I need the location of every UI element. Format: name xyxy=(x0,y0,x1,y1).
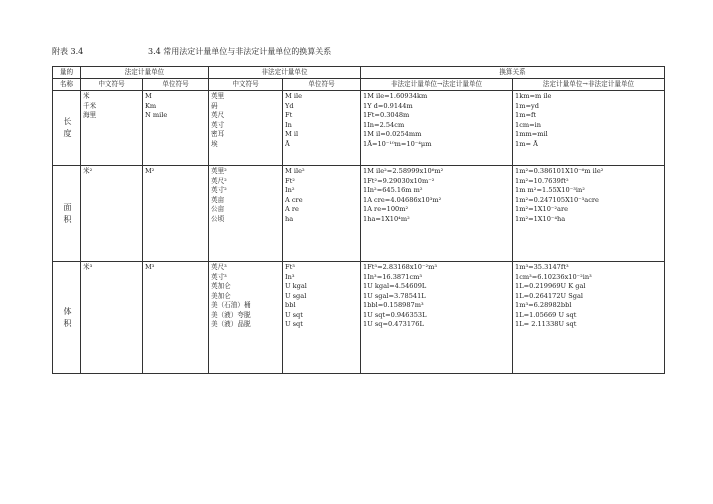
cell-line: 埃 xyxy=(211,139,218,148)
cell-line: 1km=m ile xyxy=(515,92,552,100)
cell-line: 1In³=16.3871cm³ xyxy=(363,272,423,281)
cell-line: M ile² xyxy=(285,167,305,175)
cell-line: Km xyxy=(145,101,157,110)
cell-line: A re xyxy=(285,205,299,213)
cell-line: M xyxy=(145,92,152,100)
cell-line: Ft³ xyxy=(285,263,295,271)
cell-line: Å xyxy=(285,139,290,148)
cell-line: 米 xyxy=(83,92,90,100)
cell-line: M ile xyxy=(285,92,302,100)
conversion-table xyxy=(52,66,665,374)
cell-line: 米² xyxy=(83,167,93,175)
header-quantity-top: 量的 xyxy=(53,67,81,79)
cell-line: 1U sq=0.473176L xyxy=(363,320,424,328)
cell-line: 1m²=0.247105X10⁻³acre xyxy=(515,195,599,204)
cell-line: 美加仑 xyxy=(211,291,231,300)
header-legal-sym: 单位符号 xyxy=(143,79,209,91)
cell-line: 1M ile=1.60934km xyxy=(363,92,428,100)
cell-line: 1cm³=6.10236x10⁻²in³ xyxy=(515,272,592,281)
cell-line: 1Ft=0.3048m xyxy=(363,111,410,119)
cell-line: 1A cre=4.04686x10³m² xyxy=(363,195,442,204)
cell-line: 1U sqt=0.946353L xyxy=(363,310,427,319)
header-legal-unit: 法定计量单位 xyxy=(81,67,209,79)
quantity-char: 积 xyxy=(63,318,72,328)
illegal-sym-cell xyxy=(283,91,361,166)
table-row xyxy=(53,166,665,262)
to-legal-cell xyxy=(361,262,513,374)
header-illegal-sym: 单位符号 xyxy=(283,79,361,91)
illegal-cn-cell xyxy=(209,262,283,374)
illegal-cn-cell xyxy=(209,91,283,166)
cell-line: 码 xyxy=(211,101,218,110)
cell-line: 1M il=0.0254mm xyxy=(363,130,422,138)
to-legal-cell xyxy=(361,91,513,166)
cell-line: 密耳 xyxy=(211,130,225,138)
cell-line: N mile xyxy=(145,111,168,119)
cell-line: 英寸³ xyxy=(211,272,227,281)
cell-line: 1cm=in xyxy=(515,120,542,129)
cell-line: 1L=0.264172U Sgal xyxy=(515,291,583,300)
quantity-name-cell xyxy=(53,91,81,166)
cell-line: 千米 xyxy=(83,101,97,110)
cell-line: 1M ile²=2.58999x10⁶m² xyxy=(363,167,444,175)
legal-cn-cell xyxy=(81,91,143,166)
table-row xyxy=(53,91,665,166)
cell-line: In xyxy=(285,120,292,129)
cell-line: M³ xyxy=(145,263,155,271)
cell-line: U sqt xyxy=(285,310,303,319)
cell-line: 1mm=mil xyxy=(515,130,548,138)
cell-line: 1m²=10.7639ft² xyxy=(515,176,569,185)
cell-line: 英里 xyxy=(211,92,225,100)
cell-line: 1In²=645.16m m² xyxy=(363,186,423,194)
cell-line: 米³ xyxy=(83,263,93,271)
cell-line: U kgal xyxy=(285,282,307,290)
illegal-sym-cell xyxy=(283,262,361,374)
cell-line: In³ xyxy=(285,272,295,281)
cell-line: 1ha=1X10⁴m² xyxy=(363,214,410,223)
cell-line: 1Ft²=9.29030x10m⁻² xyxy=(363,176,435,185)
caption-title: 3.4 常用法定计量单位与非法定计量单位的换算关系 xyxy=(148,47,332,56)
cell-line: 1m= Å xyxy=(515,139,538,148)
cell-line: A cre xyxy=(285,195,303,204)
cell-line: 英寸 xyxy=(211,120,225,129)
to-illegal-cell xyxy=(513,91,665,166)
cell-line: 1m=yd xyxy=(515,101,539,110)
cell-line: 1U kgal=4.54609L xyxy=(363,282,427,290)
quantity-char: 积 xyxy=(63,214,72,224)
caption-label: 附表 3.4 xyxy=(52,47,84,56)
cell-line: 1U sgal=3.78541L xyxy=(363,291,426,300)
quantity-char: 面 xyxy=(63,202,72,212)
cell-line: 英亩 xyxy=(211,195,225,204)
header-to-illegal: 法定计量单位→非法定计量单位 xyxy=(513,79,665,91)
cell-line: 英里² xyxy=(211,167,227,175)
cell-line: 1L=1.05669 U sqt xyxy=(515,310,577,319)
quantity-char: 度 xyxy=(63,129,72,138)
header-row-2 xyxy=(53,79,665,91)
cell-line: 1m²=1X10⁻²are xyxy=(515,205,569,213)
cell-line: 英加仑 xyxy=(211,282,231,290)
cell-line: M il xyxy=(285,130,299,138)
cell-line: 美（液）夸脱 xyxy=(211,310,251,319)
cell-line: 1m m²=1.55X10⁻³in² xyxy=(515,186,585,194)
legal-cn-cell xyxy=(81,166,143,262)
illegal-sym-cell xyxy=(283,166,361,262)
quantity-name-cell xyxy=(53,166,81,262)
cell-line: 英寸² xyxy=(211,186,227,194)
cell-line: Ft xyxy=(285,111,293,119)
legal-sym-cell xyxy=(143,91,209,166)
header-row-1 xyxy=(53,67,665,79)
quantity-char: 体 xyxy=(63,306,72,316)
cell-line: U sgal xyxy=(285,291,307,300)
cell-line: In² xyxy=(285,186,295,194)
cell-line: 英尺 xyxy=(211,111,225,119)
cell-line: 1In=2.54cm xyxy=(363,120,405,129)
illegal-cn-cell xyxy=(209,166,283,262)
cell-line: 1Å=10⁻¹⁰m=10⁻⁴μm xyxy=(363,139,432,148)
to-illegal-cell xyxy=(513,262,665,374)
cell-line: 1m²=0.386101X10⁻⁶m ile² xyxy=(515,167,604,175)
cell-line: 公亩 xyxy=(211,205,225,213)
table-row xyxy=(53,262,665,374)
cell-line: 英尺³ xyxy=(211,263,227,271)
cell-line: bbl xyxy=(285,301,296,309)
header-conversion: 换算关系 xyxy=(361,67,665,79)
cell-line: 海里 xyxy=(83,111,97,119)
cell-line: 1L= 2.11338U sqt xyxy=(515,320,577,328)
cell-line: 1m=ft xyxy=(515,111,537,119)
cell-line: 1m²=1X10⁻⁴ha xyxy=(515,214,566,223)
cell-line: 美（石油）桶 xyxy=(211,301,251,309)
cell-line: 1Ft³=2.83168x10⁻²m³ xyxy=(363,263,437,271)
cell-line: U sqt xyxy=(285,320,303,328)
header-quantity-bottom: 名称 xyxy=(53,79,81,91)
cell-line: 1A re=100m² xyxy=(363,205,409,213)
to-legal-cell xyxy=(361,166,513,262)
cell-line: 1m³=6.28982bbl xyxy=(515,301,572,309)
header-illegal-unit: 非法定计量单位 xyxy=(209,67,361,79)
cell-line: 美（液）品脱 xyxy=(211,320,251,328)
legal-cn-cell xyxy=(81,262,143,374)
cell-line: Yd xyxy=(285,101,294,110)
header-illegal-cn: 中文符号 xyxy=(209,79,283,91)
quantity-name-cell xyxy=(53,262,81,374)
cell-line: Ft² xyxy=(285,176,295,185)
header-to-legal: 非法定计量单位→法定计量单位 xyxy=(361,79,513,91)
legal-sym-cell xyxy=(143,166,209,262)
cell-line: 1m³=35.3147ft³ xyxy=(515,263,569,271)
cell-line: 1bbl=0.158987m³ xyxy=(363,301,424,309)
legal-sym-cell xyxy=(143,262,209,374)
table-caption xyxy=(52,46,332,57)
cell-line: 公顷 xyxy=(211,214,225,223)
cell-line: 1Y d=0.9144m xyxy=(363,101,413,110)
cell-line: 英尺² xyxy=(211,176,227,185)
to-illegal-cell xyxy=(513,166,665,262)
quantity-char: 长 xyxy=(63,117,72,126)
header-legal-cn: 中文符号 xyxy=(81,79,143,91)
cell-line: 1L=0.219969U K gal xyxy=(515,282,586,290)
cell-line: ha xyxy=(285,214,294,223)
cell-line: M² xyxy=(145,167,155,175)
